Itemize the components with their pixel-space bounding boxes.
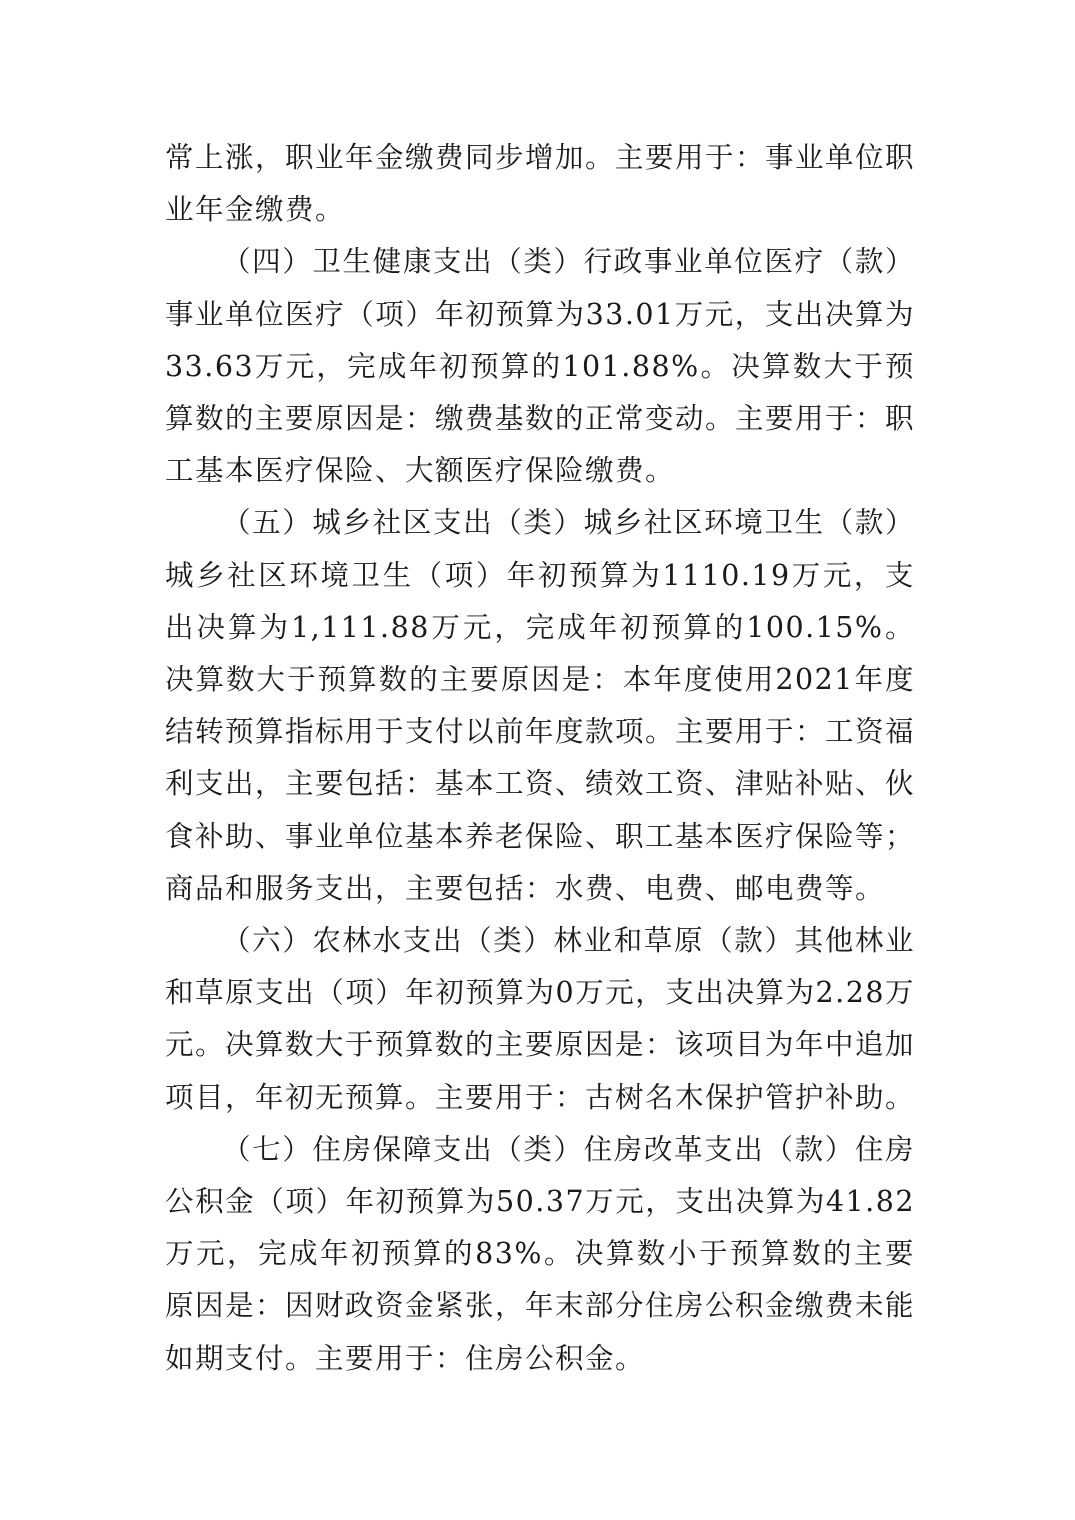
paragraph-health-expenditure: （四）卫生健康支出（类）行政事业单位医疗（款）事业单位医疗（项）年初预算为33.01万元，支出决算为33.63万元，完成年初预算的101.88%。决算数大于预算数的主要原因是：缴费基数的正常变动。主要用于：职工基本医疗保险、大额医疗保险缴费。 — [165, 245, 916, 488]
paragraph-housing-expenditure: （七）住房保障支出（类）住房改革支出（款）住房公积金（项）年初预算为50.37万元，支出决算为41.82万元，完成年初预算的83%。决算数小于预算数的主要原因是：因财政资金紧张，年末部分住房公积金缴费未能如期支付。主要用于：住房公积金。 — [165, 1132, 916, 1375]
body-text — [165, 132, 915, 1385]
paragraph-urban-rural-expenditure: （五）城乡社区支出（类）城乡社区环境卫生（款）城乡社区环境卫生（项）年初预算为1110.19万元，支出决算为1,111.88万元，完成年初预算的100.15%。决算数大于预算数的主要原因是：本年度使用2021年度结转预算指标用于支付以前年度款项。主要用于：工资福利支出，主要包括：基本工资、绩效工资、津贴补贴、伙食补助、事业单位基本养老保险、职工基本医疗保险等；商品和服务支出，主要包括：水费、电费、邮电费等。 — [165, 506, 916, 905]
paragraph-continuation: 常上涨，职业年金缴费同步增加。主要用于：事业单位职业年金缴费。 — [165, 141, 916, 227]
paragraph-agriculture-expenditure: （六）农林水支出（类）林业和草原（款）其他林业和草原支出（项）年初预算为0万元，支出决算为2.28万元。决算数大于预算数的主要原因是：该项目为年中追加项目，年初无预算。主要用于：古树名木保护管护补助。 — [165, 924, 916, 1114]
